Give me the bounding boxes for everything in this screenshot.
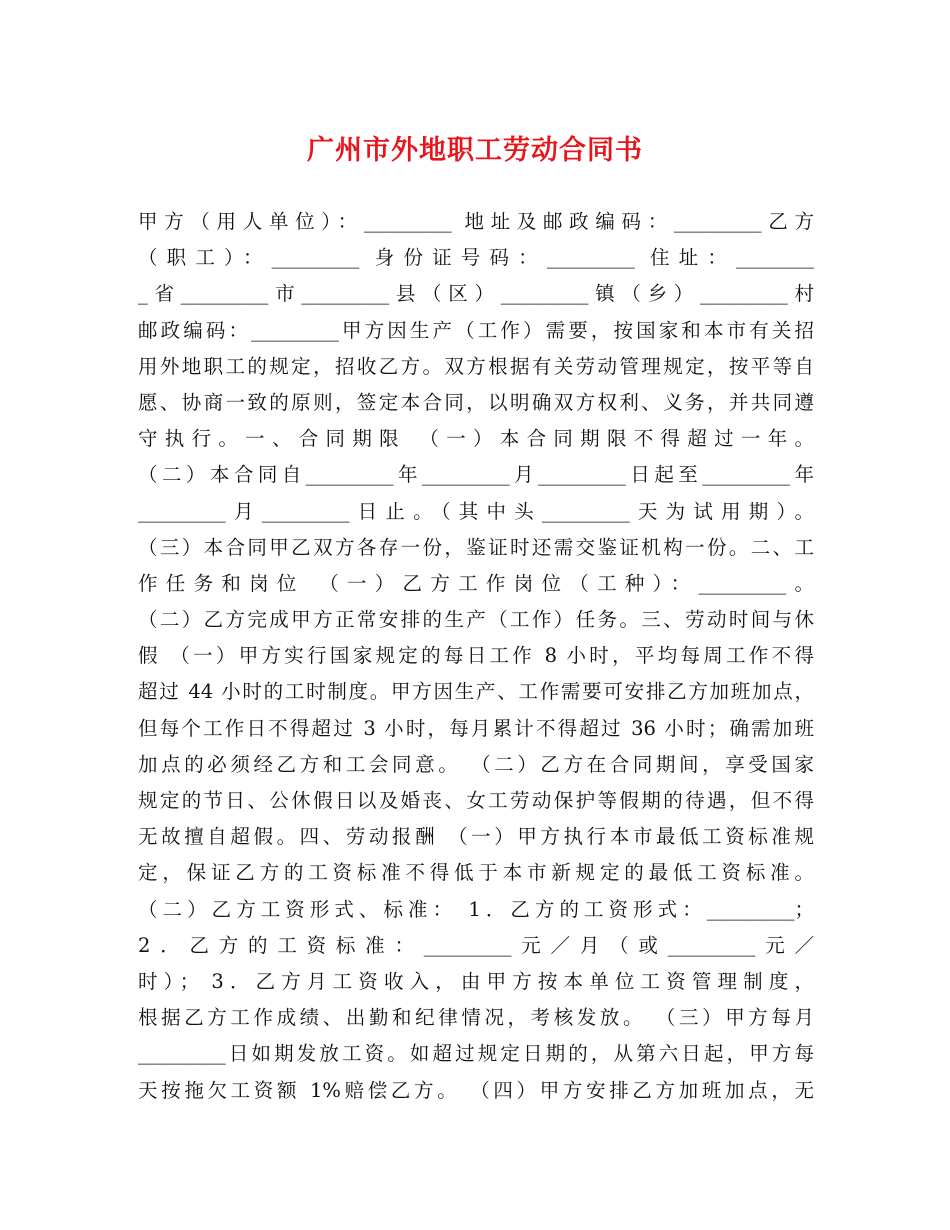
body-line: 但每个工作日不得超过 3 小时，每月累计不得超过 36 小时；确需加班 (138, 716, 814, 740)
body-line: （二）乙方工资形式、标准： 1．乙方的工资形式：_________； (138, 897, 814, 921)
document-title: 广州市外地职工劳动合同书 (307, 135, 643, 166)
body-line: 邮政编码：_________甲方因生产（工作）需要，按国家和本市有关招 (138, 318, 814, 342)
body-line: 根据乙方工作成绩、出勤和纪律情况，考核发放。 （三）甲方每月 (138, 1006, 814, 1030)
body-line: （二）本合同自_________年_________月_________日起至_________年 (138, 463, 814, 487)
body-line: 用外地职工的规定，招收乙方。双方根据有关劳动管理规定，按平等自 (138, 354, 814, 378)
body-line: （三）本合同甲乙双方各存一份，鉴证时还需交鉴证机构一份。二、工 (138, 535, 814, 559)
body-line: 无故擅自超假。四、劳动报酬 （一）甲方执行本市最低工资标准规 (138, 825, 814, 849)
body-line: _________日如期发放工资。如超过规定日期的，从第六日起，甲方每 (138, 1042, 814, 1066)
contract-body (138, 204, 814, 1109)
body-line: 定，保证乙方的工资标准不得低于本市新规定的最低工资标准。 (138, 861, 814, 885)
body-line: _省_________市_________县（区）_________镇（乡）_________村 (138, 282, 814, 306)
body-line: 守执行。一、合同期限 （一）本合同期限不得超过一年。 (138, 427, 814, 451)
body-line: 愿、协商一致的原则，签定本合同，以明确双方权利、义务，并共同遵 (138, 390, 814, 414)
body-line: 超过 44 小时的工时制度。甲方因生产、工作需要可安排乙方加班加点， (138, 680, 814, 704)
body-line: 规定的节日、公休假日以及婚丧、女工劳动保护等假期的待遇，但不得 (138, 789, 814, 812)
body-line: 2．乙方的工资标准：_________元／月（或_________元／ (138, 933, 814, 957)
body-line: 时）； 3．乙方月工资收入，由甲方按本单位工资管理制度， (138, 969, 814, 993)
body-line: 甲方（用人单位）：_________ 地址及邮政编码：_________乙方 (138, 210, 814, 233)
body-line: （二）乙方完成甲方正常安排的生产（工作）任务。三、劳动时间与休 (138, 608, 814, 632)
body-line: _________月_________日止。（其中头_________天为试用期）。 (138, 499, 814, 523)
body-line: （职工）：_________ 身份证号码：_________ 住址：________ (138, 246, 814, 270)
body-line: 假 （一）甲方实行国家规定的每日工作 8 小时，平均每周工作不得 (138, 644, 814, 668)
body-line: 作任务和岗位 （一）乙方工作岗位（工种）：_________。 (138, 571, 814, 595)
body-line: 加点的必须经乙方和工会同意。 （二）乙方在合同期间，享受国家 (138, 752, 814, 776)
body-line: 天按拖欠工资额 1%赔偿乙方。 （四）甲方安排乙方加班加点，无 (138, 1078, 814, 1102)
